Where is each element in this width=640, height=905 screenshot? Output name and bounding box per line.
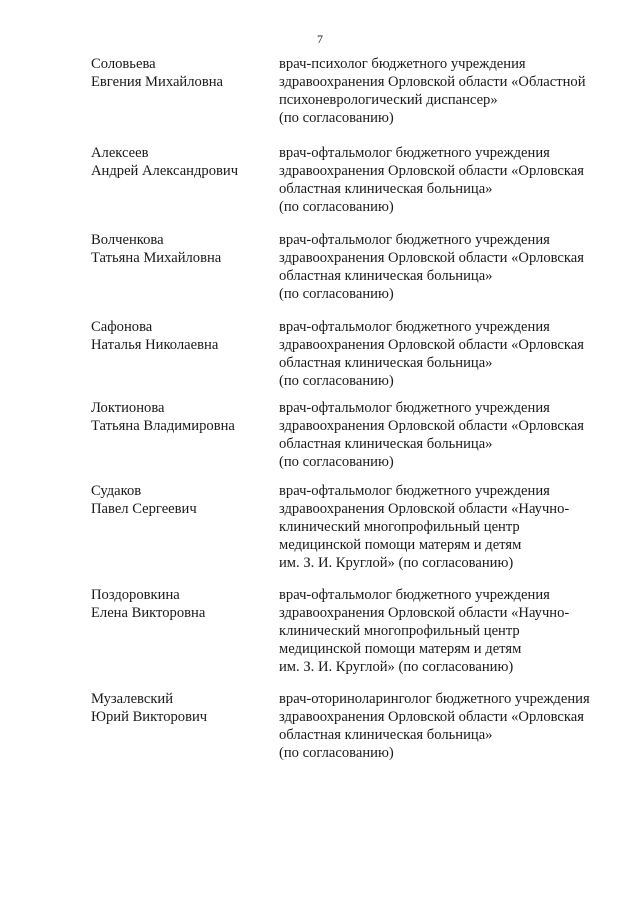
member-given-names: Евгения Михайловна (91, 74, 223, 90)
position-line: (по согласованию) (279, 110, 394, 126)
member-surname: Сафонова (91, 319, 153, 335)
position-line: врач-офтальмолог бюджетного учреждения (279, 483, 550, 499)
position-line: клинический многопрофильный центр (279, 519, 520, 535)
position-line: медицинской помощи матерям и детям (279, 537, 522, 553)
member-given-names: Павел Сергеевич (91, 501, 197, 517)
member-position (279, 482, 624, 572)
position-line: (по согласованию) (279, 745, 394, 761)
member-given-names: Андрей Александрович (91, 163, 239, 179)
position-line: врач-офтальмолог бюджетного учреждения (279, 400, 550, 416)
position-line: областная клиническая больница» (279, 436, 493, 452)
member-given-names: Наталья Николаевна (91, 337, 219, 353)
member-name (91, 482, 266, 518)
member-given-names: Елена Викторовна (91, 605, 206, 621)
position-line: психоневрологический диспансер» (279, 92, 498, 108)
position-line: врач-оториноларинголог бюджетного учреждения (279, 691, 590, 707)
position-line: здравоохранения Орловской области «Орловская (279, 709, 584, 725)
position-line: врач-офтальмолог бюджетного учреждения (279, 145, 550, 161)
member-surname: Волченкова (91, 232, 164, 248)
position-line: здравоохранения Орловской области «Орловская (279, 163, 584, 179)
member-given-names: Татьяна Михайловна (91, 250, 222, 266)
member-given-names: Юрий Викторович (91, 709, 208, 725)
member-position (279, 690, 624, 762)
member-surname: Локтионова (91, 400, 165, 416)
position-line: здравоохранения Орловской области «Орловская (279, 250, 584, 266)
member-name (91, 318, 266, 354)
position-line: областная клиническая больница» (279, 181, 493, 197)
position-line: здравоохранения Орловской области «Научно- (279, 605, 570, 621)
position-line: (по согласованию) (279, 454, 394, 470)
position-line: (по согласованию) (279, 373, 394, 389)
member-position (279, 144, 624, 216)
position-line: врач-офтальмолог бюджетного учреждения (279, 232, 550, 248)
position-line: медицинской помощи матерям и детям (279, 641, 522, 657)
position-line: врач-офтальмолог бюджетного учреждения (279, 319, 550, 335)
member-surname: Соловьева (91, 56, 156, 72)
member-name (91, 399, 266, 435)
position-line: здравоохранения Орловской области «Орловская (279, 337, 584, 353)
position-line: им. З. И. Круглой» (по согласованию) (279, 659, 514, 675)
position-line: врач-офтальмолог бюджетного учреждения (279, 587, 550, 603)
position-line: областная клиническая больница» (279, 727, 493, 743)
position-line: им. З. И. Круглой» (по согласованию) (279, 555, 514, 571)
member-name (91, 231, 266, 267)
member-name (91, 55, 266, 91)
member-surname: Музалевский (91, 691, 174, 707)
position-line: (по согласованию) (279, 199, 394, 215)
member-position (279, 55, 624, 127)
member-position (279, 318, 624, 390)
position-line: здравоохранения Орловской области «Орловская (279, 418, 584, 434)
member-given-names: Татьяна Владимировна (91, 418, 235, 434)
page-number: 7 (317, 32, 323, 46)
member-name (91, 690, 266, 726)
position-line: здравоохранения Орловской области «Научно- (279, 501, 570, 517)
member-name (91, 144, 266, 180)
member-name (91, 586, 266, 622)
member-position (279, 399, 624, 471)
member-position (279, 586, 624, 676)
position-line: клинический многопрофильный центр (279, 623, 520, 639)
position-line: областная клиническая больница» (279, 355, 493, 371)
position-line: областная клиническая больница» (279, 268, 493, 284)
member-position (279, 231, 624, 303)
position-line: здравоохранения Орловской области «Областной (279, 74, 586, 90)
position-line: врач-психолог бюджетного учреждения (279, 56, 526, 72)
member-surname: Судаков (91, 483, 142, 499)
position-line: (по согласованию) (279, 286, 394, 302)
member-surname: Поздоровкина (91, 587, 180, 603)
member-surname: Алексеев (91, 145, 149, 161)
